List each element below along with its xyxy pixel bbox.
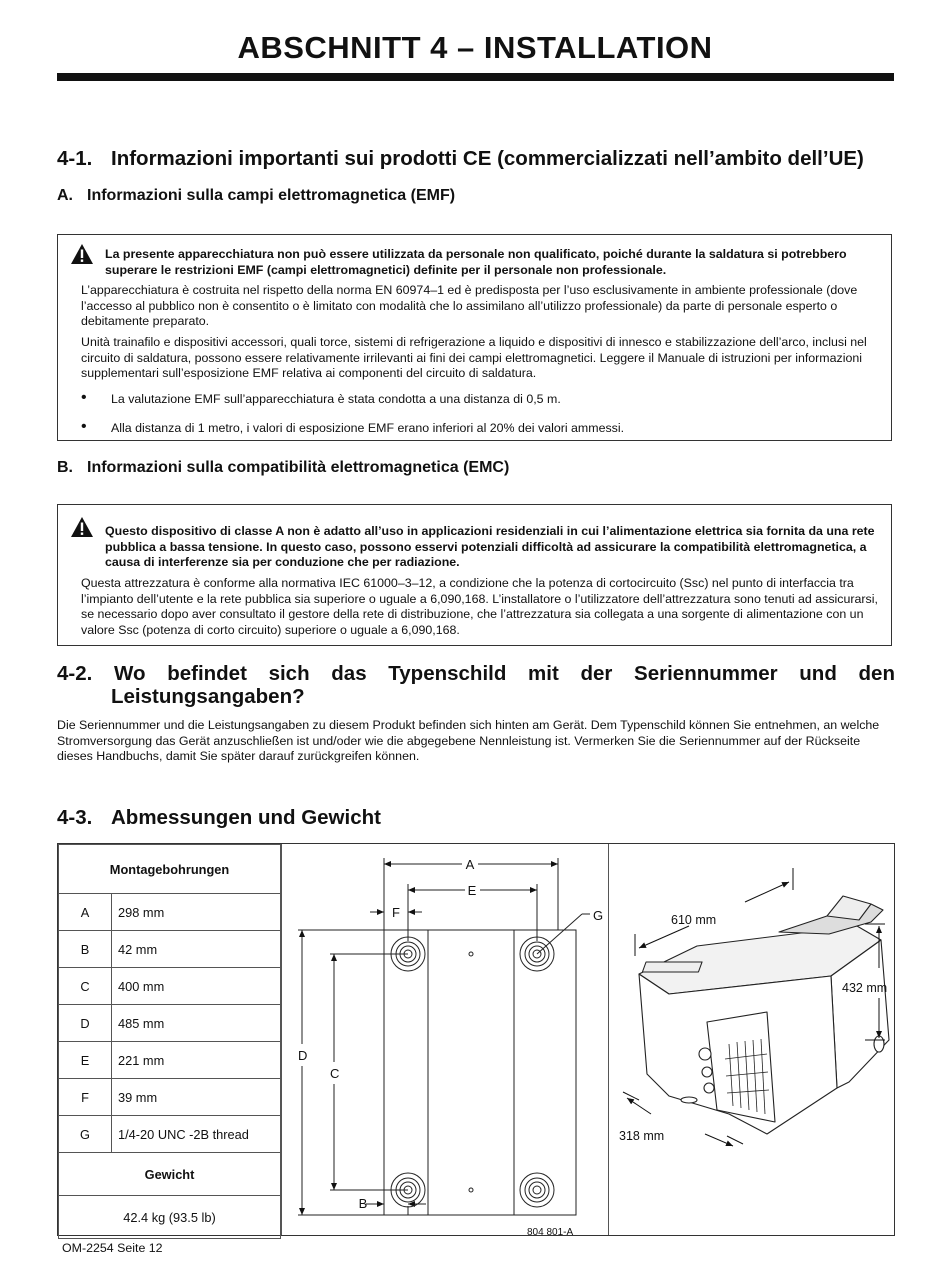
heading-word: befindet — [167, 662, 247, 685]
row-label: D — [59, 1005, 112, 1042]
title-rule — [57, 73, 894, 81]
row-value: 298 mm — [112, 894, 281, 931]
emc-warning-text: Questo dispositivo di classe A non è adatto all’uso in applicazioni residenziali in cui l’alimentazione elettrica sia fornita da una rete pubblica a bassa tensione. In questo caso, possono esservi potenziali difficoltà ad assicurare la compatibilità elettromagnetica, a causa di interferenze sia per conduzione che per radiazione. — [105, 524, 875, 569]
row-value: 1/4-20 UNC -2B thread — [112, 1116, 281, 1153]
subsection-a-heading — [57, 187, 455, 205]
row-value: 39 mm — [112, 1079, 281, 1116]
emf-info-box — [57, 234, 892, 441]
subsection-title: Informazioni sulla campi elettromagnetica (EMF) — [87, 187, 456, 204]
emf-bullet-1: La valutazione EMF sull’apparecchiatura è stata condotta a una distanza di 0,5 m. — [111, 392, 561, 406]
warning-triangle-icon — [70, 516, 94, 538]
heading-word: und — [799, 662, 837, 685]
welder-isometric-drawing — [609, 844, 894, 1235]
subsection-b-heading — [57, 459, 509, 477]
heading-word: sich — [268, 662, 310, 685]
section-title: Abmessungen und Gewicht — [111, 806, 381, 829]
heading-line-2: Leistungsangaben? — [111, 685, 305, 708]
row-value: 42 mm — [112, 931, 281, 968]
table-row — [59, 931, 281, 968]
row-label: G — [59, 1116, 112, 1153]
dimensions-figure — [57, 843, 895, 1236]
emf-paragraph-2: Unità trainafilo e dispositivi accessori, quali torce, sistemi di refrigerazione a liquido e dispositivi di innesco e stabilizzazione dell’arco, inclusi nel circuito di saldatura, possono essere relativamente irrilevanti ai fini dei campi elettromagnetici. Leggere il Manuale di istruzioni per informazioni supplementari sull’esposizione EMF relativa ai componenti del circuito di saldatura. — [81, 335, 867, 380]
table-row — [59, 1079, 281, 1116]
bullet-marker: • — [81, 389, 87, 406]
weight-header: Gewicht — [59, 1153, 281, 1196]
dim-label-b: B — [358, 1196, 368, 1211]
heading-word: den — [858, 662, 895, 685]
emc-info-box — [57, 504, 892, 646]
dim-label-c: C — [330, 1066, 340, 1081]
section-number: 4-1. — [57, 147, 93, 170]
height-dimension: 432 mm — [842, 981, 888, 995]
heading-word: Typenschild — [388, 662, 507, 685]
row-label: E — [59, 1042, 112, 1079]
heading-word: Seriennummer — [634, 662, 778, 685]
dim-label-a: A — [465, 857, 475, 872]
table-row — [59, 1005, 281, 1042]
heading-word: mit — [528, 662, 559, 685]
row-value: 400 mm — [112, 968, 281, 1005]
section-4-2-body: Die Seriennummer und die Leistungsangaben zu diesem Produkt befinden sich hinten am Gerät. Dem Typenschild können Sie entnehmen, an welche Stromversorgung das Gerät anzuschließen ist und/oder wie die abgegebene Nennleistung ist. Vermerken Sie die Seriennummer auf der Rückseite dieses Handbuchs, damit Sie später darauf zurückgreifen können. — [57, 718, 880, 763]
subsection-letter: B. — [57, 459, 73, 476]
section-4-2-heading — [57, 662, 895, 708]
row-label: C — [59, 968, 112, 1005]
width-dimension: 610 mm — [671, 913, 717, 927]
table-row — [59, 968, 281, 1005]
row-label: A — [59, 894, 112, 931]
emc-paragraph: Questa attrezzatura è conforme alla normativa IEC 61000–3–12, a condizione che la potenza di cortocircuito (Ssc) nel punto di interfaccia tra l’impianto dell’utente e la rete pubblica sia superiore o uguale a 6,090,168. L’installatore o l’utilizzatore dell’attrezzatura sono tenuti ad assicurarsi, se necessario dopo aver consultato il gestore della rete di distribuzione, che l’attrezzatura sia collegata a una sorgente di alimentazione con un valore Ssc (potenza di corto circuito) superiore o uguale a 6,090,168. — [81, 576, 878, 637]
subsection-letter: A. — [57, 187, 73, 204]
chapter-title: ABSCHNITT 4 – INSTALLATION — [237, 30, 713, 65]
dim-label-f: F — [392, 905, 400, 920]
mounting-base-drawing — [282, 844, 608, 1235]
emf-paragraph-1: L’apparecchiatura è costruita nel rispetto della norma EN 60974–1 ed è predisposta per l’uso esclusivamente in ambiente professionale (dove l’accesso al pubblico non è consentito o è limitato con modalità che lo assimilano all’utilizzo professionale) da parte di personale esperto o debitamente preparato. — [81, 283, 858, 328]
emf-bullet-2: Alla distanza di 1 metro, i valori di esposizione EMF erano inferiori al 20% dei valori ammessi. — [111, 421, 625, 435]
mounting-holes-table — [58, 844, 281, 1239]
depth-dimension: 318 mm — [619, 1129, 665, 1143]
dim-label-g: G — [593, 908, 604, 923]
table-row — [59, 1116, 281, 1153]
row-value: 221 mm — [112, 1042, 281, 1079]
row-value: 485 mm — [112, 1005, 281, 1042]
bullet-marker: • — [81, 418, 87, 435]
table-row — [59, 1042, 281, 1079]
subsection-title: Informazioni sulla compatibilità elettromagnetica (EMC) — [87, 459, 510, 476]
row-label: F — [59, 1079, 112, 1116]
heading-word: der — [580, 662, 613, 685]
warning-triangle-icon — [70, 243, 94, 265]
weight-value: 42.4 kg (93.5 lb) — [59, 1196, 281, 1239]
table-row — [59, 894, 281, 931]
dim-label-d: D — [298, 1048, 308, 1063]
section-4-1-heading — [57, 147, 864, 171]
dim-label-e: E — [467, 883, 477, 898]
row-label: B — [59, 931, 112, 968]
heading-word: Wo — [114, 662, 146, 685]
emf-warning-text: La presente apparecchiatura non può essere utilizzata da personale non qualificato, poiché durante la saldatura si potrebbero superare le restrizioni EMF (campi elettromagnetici) definite per il personale non professionale. — [105, 247, 847, 277]
drawing-code: 804 801-A — [527, 1227, 574, 1235]
section-number: 4-3. — [57, 806, 93, 829]
heading-word: das — [331, 662, 367, 685]
section-title: Informazioni importanti sui prodotti CE (commercializzati nell’ambito dell’UE) — [111, 147, 864, 170]
section-number: 4-2. — [57, 662, 93, 685]
table-header: Montagebohrungen — [59, 845, 281, 894]
section-4-3-heading — [57, 806, 381, 830]
page-footer: OM-2254 Seite 12 — [62, 1241, 163, 1255]
